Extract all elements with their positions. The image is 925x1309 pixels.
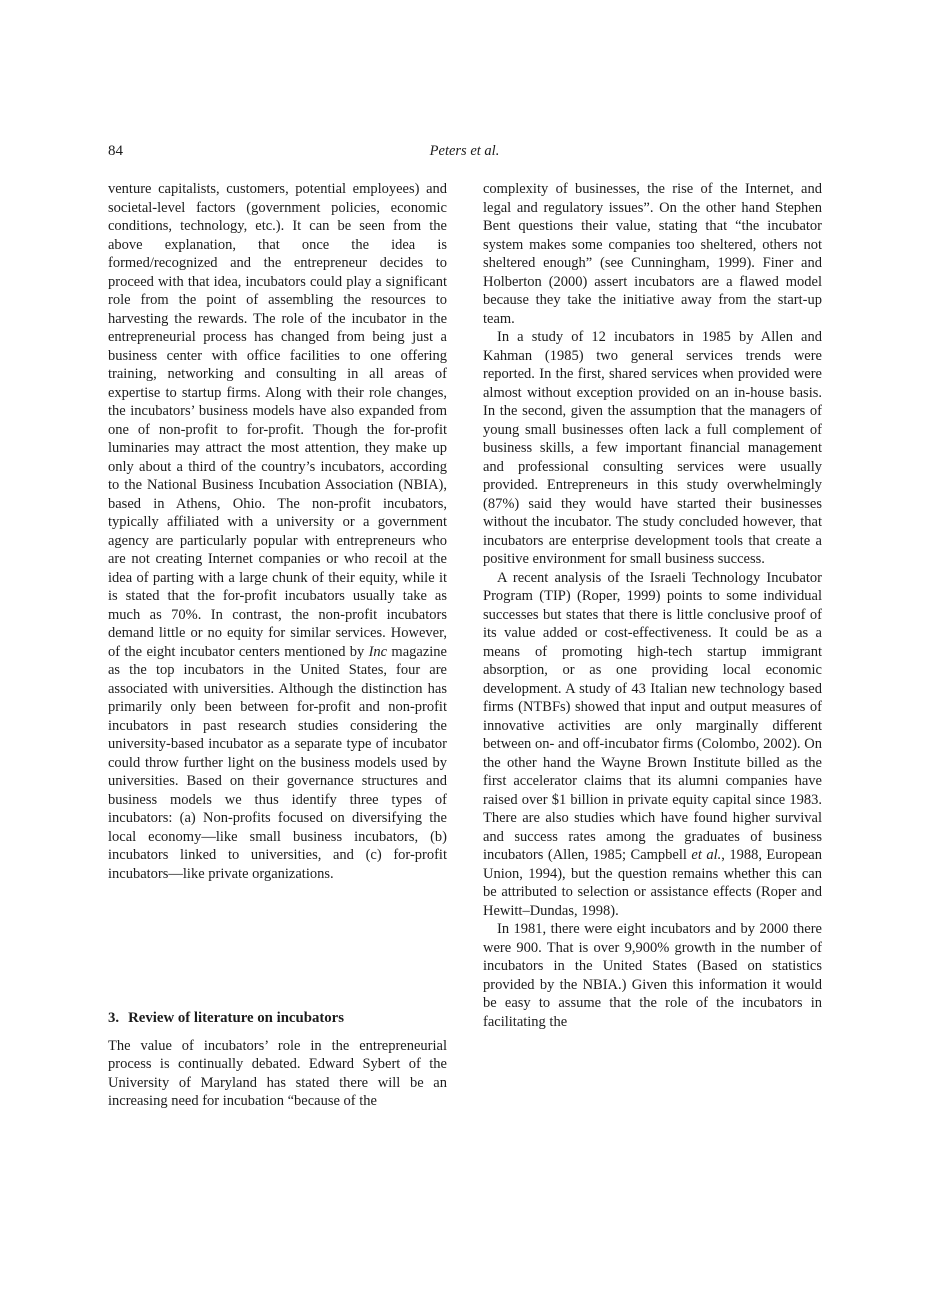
text-run: In 1981, there were eight incubators and by 2000 there were 900. That is over 9,900% growth in the number of incubators in the United States (Based on statistics provided by the NBIA.) Given this information it would be easy to assume that the role of the incubators in facilitating the [483,921,822,1030]
paragraph [483,328,822,569]
text-run: The value of incubators’ role in the entrepreneurial process is continually debated. Edward Sybert of the University of Maryland has stated there will be an increasing need for incubation “because of the [108,1037,447,1109]
paragraph [483,180,822,328]
paragraph [108,1037,447,1111]
section-body-text [108,1037,447,1111]
section-review-of-literature [108,1009,447,1111]
text-run: In a study of 12 incubators in 1985 by Allen and Kahman (1985) two general services trends were reported. In the first, shared services when provided were almost without exception provided on an in-house basis. In the second, given the assumption that the managers of young small businesses often lack a full complement of business skills, a few important financial management and professional consulting services were usually provided. Entrepreneurs in this study overwhelmingly (87%) said they would have started their businesses without the incubator. The study concluded however, that incubators are enterprise development tools that create a positive environment for small business success. [483,329,822,567]
right-column-body-text [483,180,822,1031]
section-heading-number: 3. [108,1010,120,1026]
section-heading [108,1009,447,1028]
section-heading-title: Review of literature on incubators [128,1010,345,1026]
text-run: magazine as the top incubators in the United States, four are associated with universities. Although the distinction has primarily only been between for-profit and non-profit incubators in past research studies considering the university-based incubator as a separate type of incubator could throw further light on the business models used by universities. Based on their governance structures and business models we thus identify three types of incubators: (a) Non-profits focused on diversifying the local economy—like small business incubators, (b) incubators linked to universities, and (c) for-profit incubators—like private organizations. [108,643,447,882]
page-number: 84 [108,143,123,159]
italic-text-run: et al. [691,847,722,863]
paragraph [108,180,447,883]
text-run: complexity of businesses, the rise of the Internet, and legal and regulatory issues”. On the other hand Stephen Bent questions their value, stating that “the incubator system makes some companies too sheltered, others not sheltered enough” (see Cunningham, 1999). Finer and Holberton (2000) assert incubators are a flawed model because they take the initiative away from the start-up team. [483,181,822,327]
running-head: Peters et al. [429,143,500,159]
text-run: , 1988, European Union, 1994), but the question remains whether this can be attributed to selection or assistance effects (Roper and Hewitt–Dundas, 1998). [483,847,822,919]
paragraph [483,569,822,921]
text-run: venture capitalists, customers, potential employees) and societal-level factors (government policies, economic conditions, technology, etc.). It can be seen from the above explanation, that once the idea is formed/recognized and the entrepreneur decides to proceed with that idea, incubators could play a significant role from the point of assembling the resources to harvesting the rewards. The role of the incubator in the entrepreneurial process has changed from being just a business center with office facilities to one offering training, networking and consulting in all areas of expertise to startup firms. Along with their role changes, the incubators’ business models have also expanded from one of non-profit to for-profit. Though the for-profit luminaries may attract the most attention, they make up only about a third of the country’s incubators, according to the National Business Incubation Association (NBIA), based in Athens, Ohio. The non-profit incubators, typically affiliated with a university or a government agency are particularly popular with entrepreneurs who are not creating Internet companies or who recoil at the idea of parting with a large chunk of their equity, while it is stated that the for-profit incubators usually take as much as 70%. In contrast, the non-profit incubators demand little or no equity for similar services. However, of the eight incubator centers mentioned by [108,181,447,660]
left-column-body-text [108,180,447,883]
italic-text-run: Inc [368,643,388,660]
paragraph [483,920,822,1031]
text-run: A recent analysis of the Israeli Technology Incubator Program (TIP) (Roper, 1999) points to some individual successes but states that there is little conclusive proof of its value added or cost-effectiveness. It could be as a means of promoting high-tech startup immigrant absorption, or as one providing local economic development. A study of 43 Italian new technology based firms (NTBFs) showed that input and output measures of innovative activities are only marginally different between on- and off-incubator firms (Colombo, 2002). On the other hand the Wayne Brown Institute billed as the first accelerator claims that its alumni companies have raised over $1 billion in private equity capital since 1983. There are also studies which have found higher survival and success rates among the graduates of business incubators (Allen, 1985; Campbell [483,569,822,863]
